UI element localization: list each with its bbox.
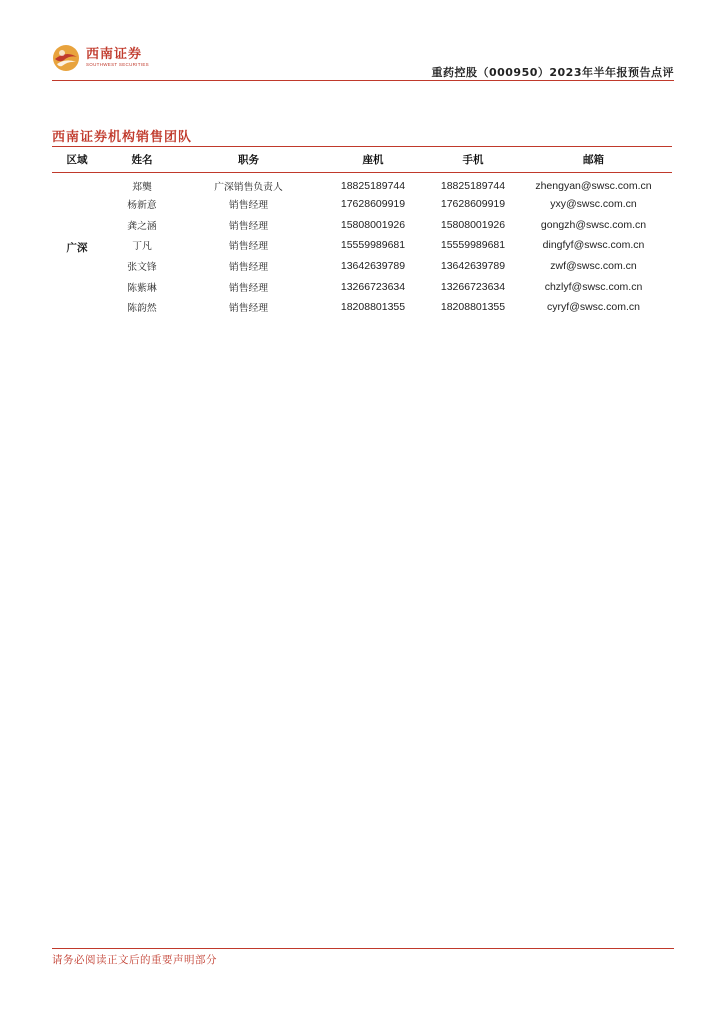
company-logo	[52, 44, 149, 72]
role-cell: 销售经理	[228, 241, 269, 253]
email-cell: zhengyan@swsc.com.cn	[535, 180, 652, 192]
name-cell: 郑龑	[132, 182, 152, 193]
name-cell: 杨新意	[127, 200, 157, 212]
column-header-phone: 座机	[362, 154, 384, 166]
phone-cell: 17628609919	[340, 198, 406, 211]
logo-chinese-name: 西南证券	[86, 47, 143, 62]
column-header-email: 邮箱	[583, 154, 604, 166]
role-cell: 销售经理	[228, 303, 269, 315]
table-row	[52, 256, 672, 277]
email-cell: chzlyf@swsc.com.cn	[544, 280, 643, 293]
email-cell: gongzh@swsc.com.cn	[540, 218, 647, 231]
footer-divider	[52, 948, 674, 949]
region-cell: 广深	[66, 242, 88, 255]
report-title: 重药控股（000950）2023年半年报预告点评	[431, 66, 674, 79]
mobile-cell: 15559989681	[440, 239, 506, 252]
email-cell: yxy@swsc.com.cn	[550, 198, 637, 211]
phone-cell: 18825189744	[340, 180, 406, 192]
column-header-region: 区域	[66, 154, 88, 166]
table-row	[52, 215, 672, 236]
phone-cell: 18208801355	[340, 301, 406, 314]
mobile-cell: 17628609919	[440, 198, 506, 211]
column-header-mobile: 手机	[462, 154, 484, 166]
mobile-cell: 15808001926	[440, 218, 506, 231]
table-row	[52, 172, 672, 194]
table-row	[52, 235, 672, 256]
name-cell: 龚之涵	[127, 220, 157, 232]
mobile-cell: 13266723634	[440, 280, 506, 293]
phone-cell: 13266723634	[340, 280, 406, 293]
logo-mark-icon	[52, 44, 80, 72]
mobile-cell: 18208801355	[440, 301, 506, 314]
sales-team-table	[52, 147, 672, 318]
table-row	[52, 194, 672, 215]
header-divider	[52, 80, 674, 81]
phone-cell: 15808001926	[340, 218, 406, 231]
name-cell: 张文锋	[127, 262, 157, 274]
email-cell: dingfyf@swsc.com.cn	[542, 239, 645, 252]
role-cell: 销售经理	[228, 282, 269, 294]
email-cell: zwf@swsc.com.cn	[550, 260, 637, 273]
table-row	[52, 276, 672, 297]
role-cell: 销售经理	[228, 200, 269, 212]
column-header-role: 职务	[238, 154, 259, 166]
mobile-cell: 18825189744	[440, 180, 506, 192]
section-title: 西南证券机构销售团队	[52, 130, 193, 145]
logo-english-name: SOUTHWEST SECURITIES	[86, 62, 149, 67]
role-cell: 销售经理	[228, 262, 269, 274]
table-row	[52, 297, 672, 318]
column-header-name: 姓名	[131, 154, 153, 166]
name-cell: 陈紫琳	[127, 282, 157, 294]
phone-cell: 13642639789	[340, 260, 406, 273]
page-header	[52, 40, 674, 80]
email-cell: cyryf@swsc.com.cn	[547, 301, 640, 314]
role-cell: 广深销售负责人	[214, 182, 283, 193]
footer-disclaimer: 请务必阅读正文后的重要声明部分	[52, 954, 217, 966]
mobile-cell: 13642639789	[440, 260, 506, 273]
table-header-row	[52, 147, 672, 172]
name-cell: 丁凡	[132, 241, 152, 253]
role-cell: 销售经理	[228, 220, 269, 232]
name-cell: 陈韵然	[127, 303, 157, 315]
phone-cell: 15559989681	[340, 239, 406, 252]
